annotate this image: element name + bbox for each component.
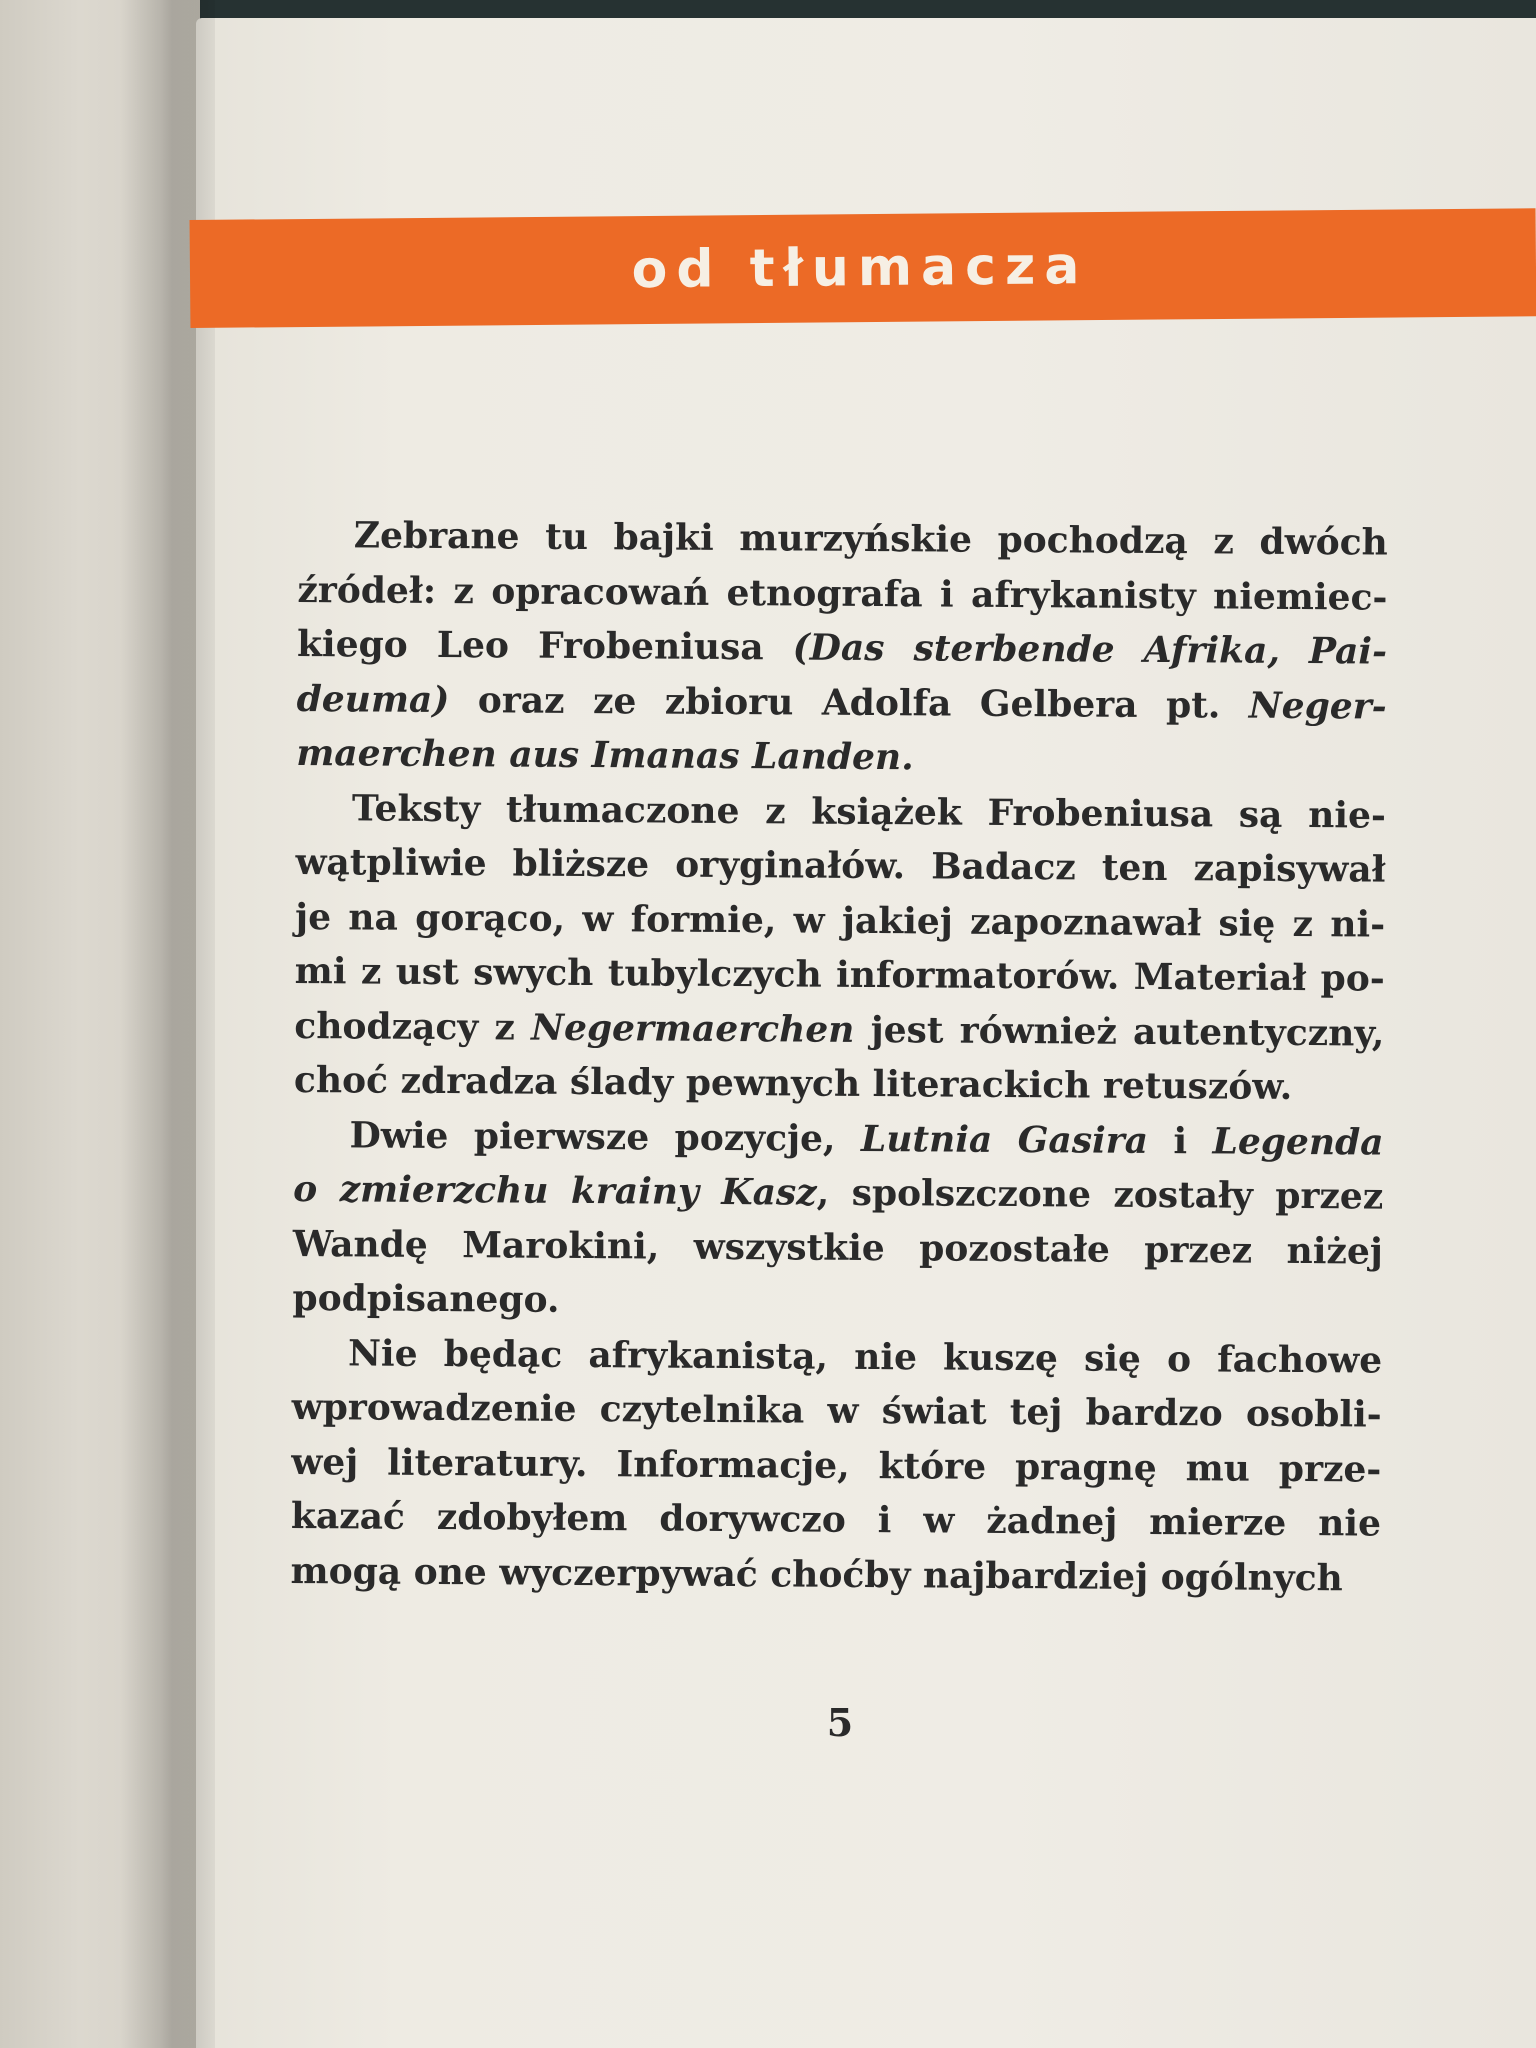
- text-segment: wej literatury. Informacje, które pragnę mu prze-: [291, 1440, 1382, 1491]
- text-line: [296, 671, 1386, 733]
- text-line: [291, 1434, 1381, 1496]
- text-line: [295, 835, 1385, 897]
- text-line: [294, 1053, 1384, 1115]
- text-line: [294, 998, 1384, 1060]
- text-segment: podpisanego.: [292, 1276, 560, 1321]
- text-segment: Dwie pierwsze pozycje,: [349, 1113, 862, 1160]
- text-line: [290, 1543, 1380, 1605]
- text-line: [292, 1325, 1382, 1387]
- italic-title: Lutnia Gasira: [860, 1117, 1149, 1162]
- text-line: [296, 780, 1386, 842]
- text-segment: je na gorąco, w formie, w jakiej zapoznawał się z ni-: [295, 895, 1386, 946]
- text-segment: wątpliwie bliższe oryginałów. Badacz ten zapisywał: [295, 840, 1386, 891]
- text-line: [295, 944, 1385, 1006]
- text-segment: Nie będąc afrykanistą, nie kuszę się o fachowe: [347, 1331, 1383, 1382]
- body-text: [290, 508, 1388, 1606]
- italic-title: Legenda: [1212, 1119, 1384, 1164]
- chapter-banner: [190, 208, 1536, 328]
- text-line: [297, 617, 1387, 679]
- paragraph: [294, 780, 1386, 1115]
- text-segment: jest również autentyczny,: [854, 1008, 1385, 1055]
- italic-title: maerchen aus Imanas Landen.: [296, 731, 914, 779]
- text-segment: kiego Leo Frobeniusa: [296, 622, 793, 669]
- text-segment: źródeł: z opracowań etnografa i afrykanisty niemiec-: [297, 568, 1388, 619]
- italic-title: Negermaerchen: [530, 1006, 855, 1051]
- paragraph: [290, 1325, 1382, 1605]
- text-line: [295, 889, 1385, 951]
- text-line: [292, 1380, 1382, 1442]
- italic-title: o zmierzchu krainy Kasz: [293, 1167, 817, 1214]
- chapter-title: od tłumacza: [631, 236, 1089, 301]
- italic-title: deuma): [296, 677, 450, 721]
- text-segment: mogą one wyczerpywać choćby najbardziej ogólnych: [290, 1549, 1343, 1599]
- text-line: [297, 562, 1387, 624]
- text-segment: oraz ze zbioru Adolfa Gelbera pt.: [449, 678, 1249, 727]
- text-segment: Wandę Marokini, wszystkie pozostałe przez niżej: [292, 1222, 1383, 1273]
- text-segment: mi z ust swych tubylczych informatorów. Materiał po-: [294, 949, 1385, 1000]
- italic-title: Neger-: [1248, 684, 1387, 728]
- text-line: [293, 1162, 1383, 1224]
- text-segment: kazać zdobyłem dorywczo i w żadnej mierze nie: [290, 1494, 1382, 1545]
- text-segment: Zebrane tu bajki murzyńskie pochodzą z dwóch: [353, 514, 1388, 564]
- text-line: [298, 508, 1388, 570]
- paragraph: [296, 508, 1388, 788]
- page-number: 5: [826, 1700, 854, 1745]
- text-line: [291, 1489, 1381, 1551]
- text-segment: i: [1147, 1119, 1213, 1162]
- text-segment: wprowadzenie czytelnika w świat tej bardzo osobli-: [291, 1385, 1382, 1436]
- paragraph: [292, 1107, 1383, 1333]
- italic-title: (Das sterbende Afrika, Pai-: [792, 626, 1388, 673]
- text-line: [296, 726, 1386, 788]
- text-segment: choć zdradza ślady pewnych literackich retuszów.: [293, 1058, 1293, 1108]
- text-segment: , spolszczone zostały przez: [816, 1171, 1384, 1218]
- text-segment: chodzący z: [294, 1004, 532, 1049]
- text-line: [293, 1216, 1383, 1278]
- text-line: [292, 1271, 1382, 1333]
- text-line: [293, 1107, 1383, 1169]
- text-segment: Teksty tłumaczone z książek Frobeniusa są nie-: [351, 786, 1387, 837]
